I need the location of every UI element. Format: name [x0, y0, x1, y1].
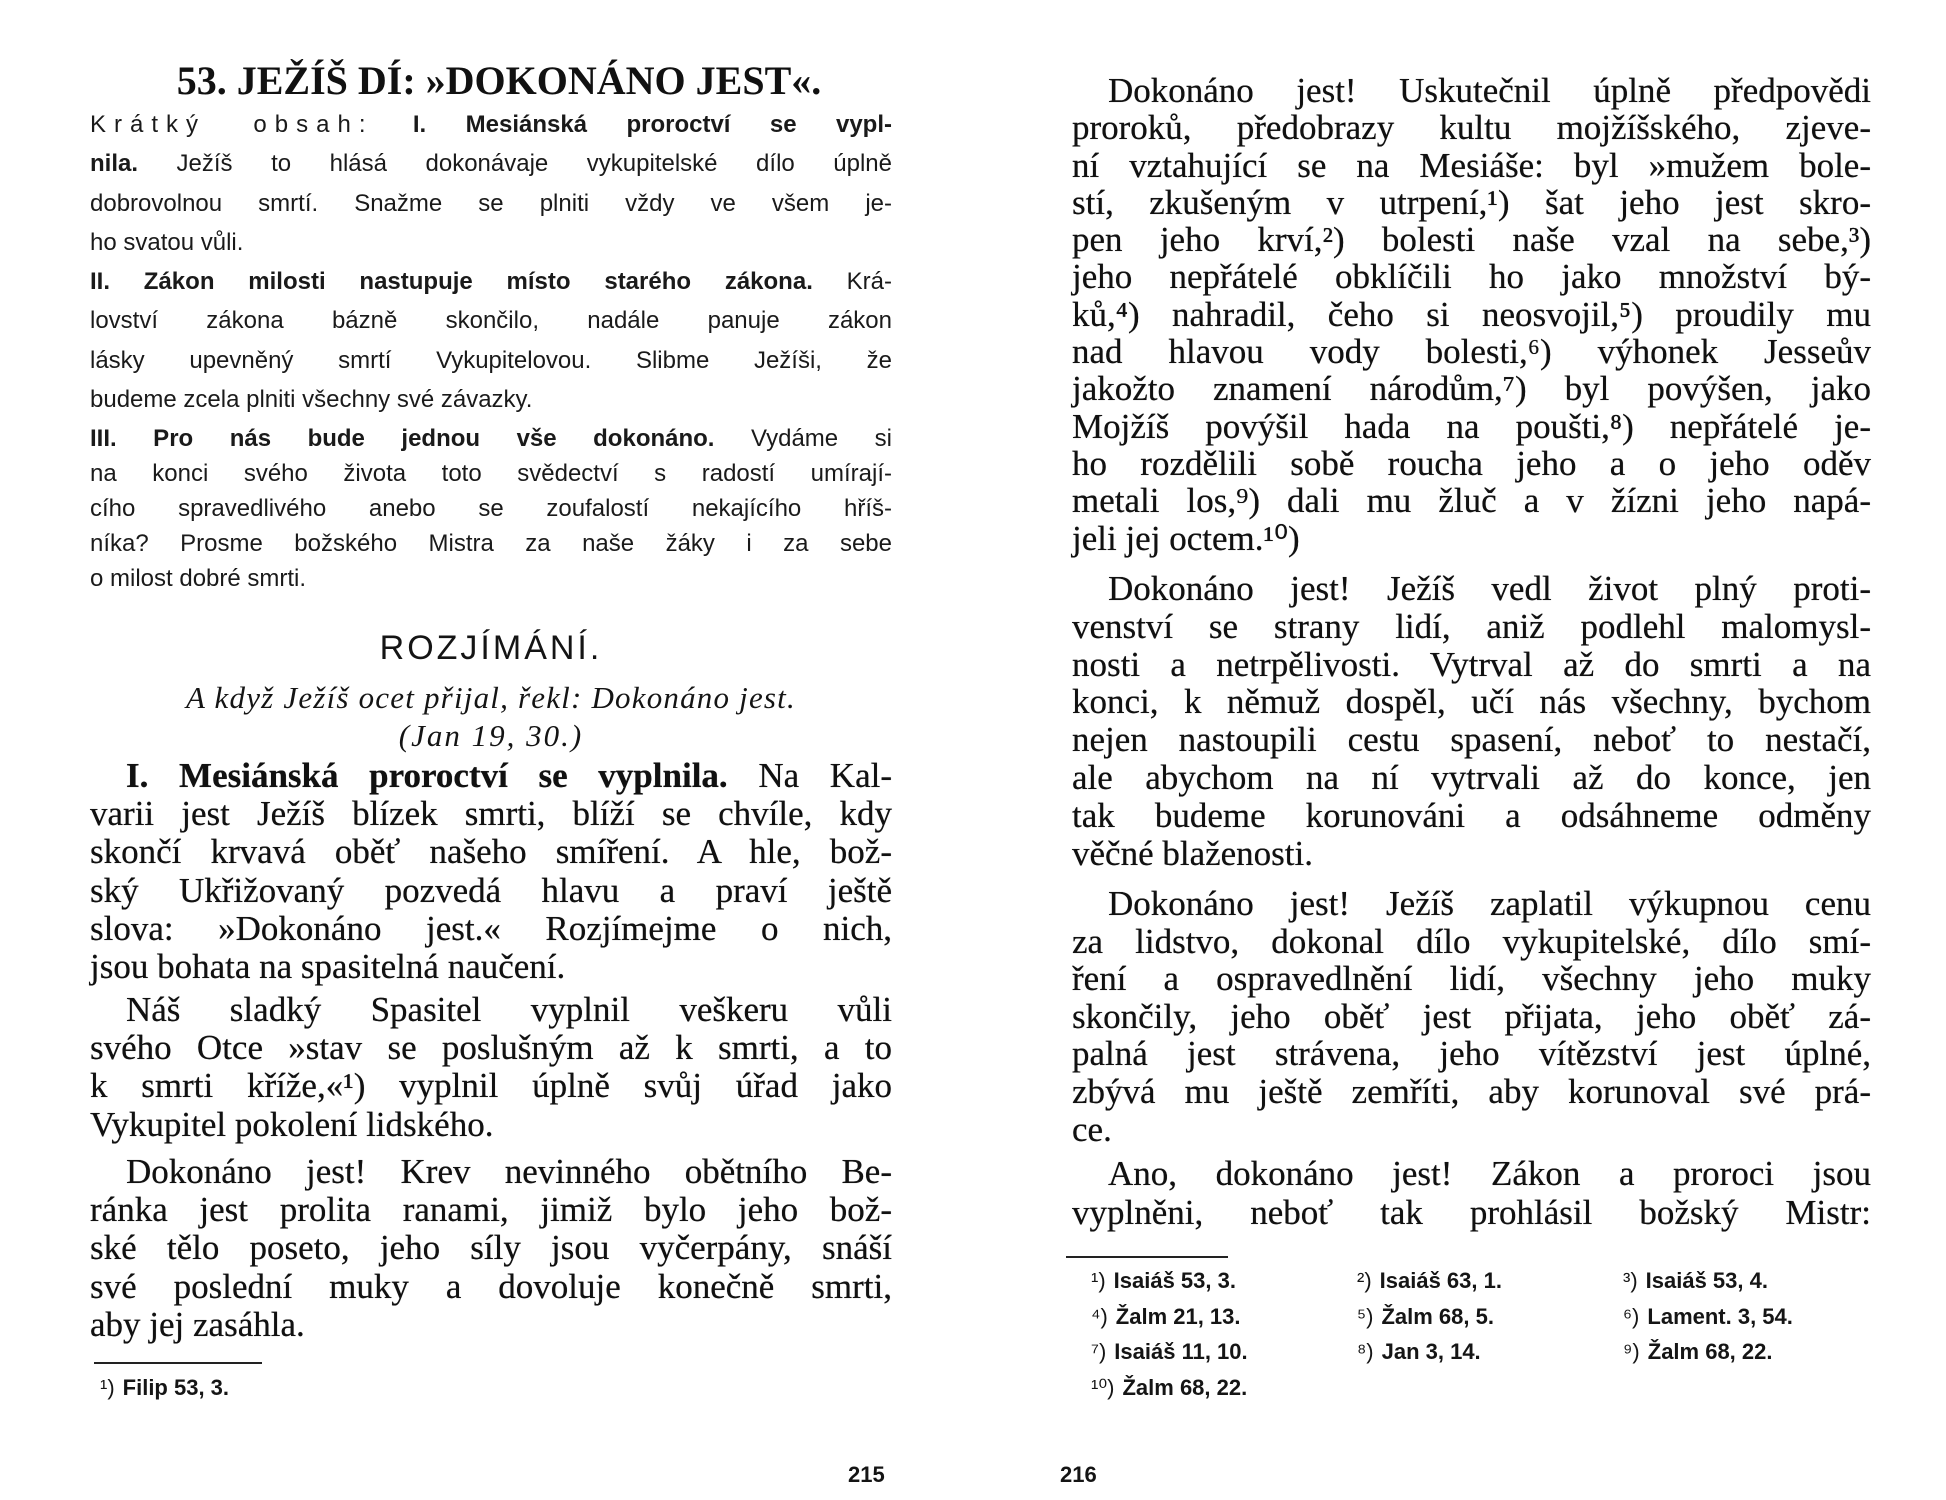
- text-line: zbývá mu ještě zemříti, aby korunoval své prá-: [1072, 1071, 1871, 1111]
- summary-point: [90, 262, 892, 419]
- footnote: [1091, 1370, 1357, 1406]
- text-line: jakožto znamení národům,⁷) byl povýšen, jako: [1072, 369, 1871, 409]
- text-line: jeli jej octem.¹⁰): [1072, 518, 1300, 558]
- text-line: nad hlavou vody bolesti,⁶) výhonek Jesseův: [1072, 332, 1871, 372]
- text-line: venství se strany lidí, aniž podlehl malomysl-: [1072, 606, 1871, 646]
- text-line: ale abychom na ní vytrvali až do konce, jen: [1072, 757, 1871, 797]
- footnote-marker: ¹): [100, 1375, 115, 1400]
- paragraph: [90, 1153, 892, 1344]
- text-line: dobrovolnou smrtí. Snažme se plniti vždy ve všem je-: [90, 189, 892, 217]
- text-line: pen jeho krví,²) bolesti naše vzal na sebe,³): [1072, 220, 1871, 260]
- text-line: věčné blaženosti.: [1072, 833, 1314, 873]
- text-line: skončily, jeho oběť jest přijata, jeho oběť zá-: [1072, 996, 1871, 1036]
- paragraph: [90, 757, 892, 986]
- text-line: [90, 757, 892, 795]
- footnote: [1623, 1263, 1889, 1299]
- footnote-reference: Isaiáš 63, 1.: [1379, 1268, 1502, 1293]
- footnote-marker: ¹): [1091, 1268, 1106, 1293]
- text-line: o milost dobré smrti.: [90, 565, 307, 592]
- text-run: Na Kal-: [727, 756, 892, 795]
- footnote: [100, 1370, 500, 1406]
- footnote-reference: Isaiáš 53, 3.: [1113, 1268, 1236, 1293]
- motto-source: (Jan 19, 30.): [398, 718, 584, 753]
- text-line: Dokonáno jest! Uskutečnil úplně předpovědi: [1108, 71, 1871, 110]
- summary-point: [90, 105, 892, 262]
- text-line: nejen nastoupili cestu spasení, neboť to nestačí,: [1072, 720, 1871, 760]
- footnote-reference: Isaiáš 11, 10.: [1114, 1339, 1248, 1365]
- page-number: 216: [1060, 1462, 1097, 1487]
- text-line: Dokonáno jest! Ježíš zaplatil výkupnou cenu: [1108, 884, 1871, 923]
- text-line: Dokonáno jest! Krev nevinného obětního Be-: [126, 1152, 892, 1191]
- text-line: konci, k němuž dospěl, učí nás všechny, bychom: [1072, 682, 1871, 722]
- text-line: slova: »Dokonáno jest.« Rozjímejme o nich,: [90, 908, 892, 948]
- emphasized-text: Krátký obsah:: [90, 111, 374, 138]
- text-line: varii jest Ježíš blízek smrti, blíží se chvíle, kdy: [90, 794, 892, 834]
- page-number: 215: [848, 1462, 885, 1487]
- footnotes: [100, 1370, 500, 1406]
- footnote-reference: Žalm 68, 5.: [1381, 1303, 1494, 1329]
- footnote-reference: Žalm 21, 13.: [1115, 1303, 1241, 1329]
- text-line: Mojžíš povýšil hada na poušti,⁸) nepřátelé je-: [1072, 406, 1871, 446]
- footnote: [1623, 1334, 1889, 1370]
- text-line: ho rozdělili sobě roucha jeho a o jeho oděv: [1072, 443, 1871, 483]
- text-line: vyplněni, neboť tak prohlásil božský Mistr:: [1072, 1193, 1871, 1232]
- emphasized-text: I. Mesiánská proroctví se vypl-: [373, 111, 892, 138]
- text-line: budeme zcela plniti všechny své závazky.: [90, 385, 533, 413]
- paragraph: [1072, 1154, 1871, 1232]
- right-page: [973, 0, 1946, 1500]
- text-line: Vykupitel pokolení lidského.: [90, 1104, 494, 1144]
- text-line: ce.: [1072, 1109, 1112, 1149]
- text-line: níka? Prosme božského Mistra za naše žáky i za sebe: [90, 530, 892, 557]
- footnote: [1623, 1299, 1889, 1335]
- footnote-reference: Žalm 68, 22.: [1122, 1374, 1248, 1400]
- meditation-heading: ROZJÍMÁNÍ.: [379, 629, 603, 667]
- summary-point: [90, 421, 892, 596]
- text-line: proroků, předobrazy kultu mojžíšského, zjeve-: [1072, 108, 1871, 148]
- text-line: palná jest strávena, jeho vítězství jest úplné,: [1072, 1034, 1871, 1074]
- footnote: [1357, 1334, 1623, 1370]
- chapter-title: 53. JEŽÍŠ DÍ: »DOKONÁNO JEST«.: [176, 58, 822, 103]
- text-run: Ježíš to hlásá dokonávaje vykupitelské dílo úplně: [138, 150, 892, 178]
- footnote-marker: ¹⁰): [1091, 1374, 1115, 1400]
- paragraph: [1072, 570, 1871, 872]
- paragraph: [1072, 72, 1871, 557]
- text-line: na konci svého života toto svědectví s radostí umírají-: [90, 460, 892, 487]
- text-line: metali los,⁹) dali mu žluč a v žízni jeho napá-: [1072, 481, 1871, 521]
- footnote-reference: Filip 53, 3.: [122, 1375, 230, 1400]
- text-line: ské tělo poseto, jeho síly jsou vyčerpány, snáší: [90, 1228, 892, 1268]
- text-line: ní vztahující se na Mesiáše: byl »mužem bole-: [1072, 145, 1871, 185]
- footnote-marker: ⁷): [1091, 1339, 1107, 1365]
- text-line: jeho nepřátelé obklíčili ho jako množství bý-: [1072, 257, 1871, 297]
- text-line: tak budeme korunováni a odsáhneme odměny: [1072, 795, 1871, 835]
- footnote-marker: ³): [1623, 1268, 1638, 1293]
- text-line: ho svatou vůli.: [90, 228, 244, 256]
- footnote: [1091, 1334, 1357, 1370]
- footnote: [1357, 1263, 1623, 1299]
- paragraph: [90, 991, 892, 1144]
- text-line: aby jej zasáhla.: [90, 1304, 305, 1344]
- footnote-rule: [1066, 1256, 1228, 1258]
- footnote-reference: Isaiáš 53, 4.: [1645, 1268, 1768, 1293]
- text-line: stí, zkušeným v utrpení,¹) šat jeho jest skro-: [1072, 182, 1871, 222]
- footnote-reference: Žalm 68, 22.: [1647, 1339, 1773, 1365]
- emphasized-text: I. Mesiánská proroctví se vyplnila.: [126, 756, 728, 795]
- text-line: ření a ospravedlnění lidí, všechny jeho muky: [1072, 959, 1871, 999]
- footnote-marker: ²): [1357, 1268, 1372, 1293]
- footnote-marker: ⁴): [1091, 1303, 1108, 1329]
- text-line: ránka jest prolita ranami, jimiž bylo jeho bož-: [90, 1190, 892, 1230]
- emphasized-text: nila.: [90, 150, 139, 178]
- text-line: skončí krvavá oběť našeho smíření. A hle, bož-: [90, 832, 892, 872]
- footnote: [1091, 1299, 1357, 1335]
- footnote: [1091, 1263, 1357, 1299]
- text-line: ský Ukřižovaný pozvedá hlavu a praví ještě: [90, 870, 892, 910]
- text-line: nosti a netrpělivosti. Vytrval až do smrti a na: [1072, 644, 1871, 684]
- text-line: své poslední muky a dovoluje konečně smrti,: [90, 1266, 892, 1306]
- text-line: [90, 105, 892, 144]
- text-line: cího spravedlivého anebo se zoufalostí nekajícího hříš-: [90, 495, 892, 522]
- paragraph: [1072, 885, 1871, 1148]
- text-line: svého Otce »stav se poslušným až k smrti, a to: [90, 1028, 892, 1068]
- footnote-marker: ⁶): [1623, 1303, 1640, 1329]
- text-line: [90, 262, 892, 301]
- footnote-reference: Jan 3, 14.: [1381, 1339, 1481, 1365]
- footnote: [1357, 1299, 1623, 1335]
- text-line: k smrti kříže,«¹) vyplnil úplně svůj úřad jako: [90, 1066, 892, 1106]
- text-line: lásky upevněný smrtí Vykupitelovou. Slibme Ježíši, že: [90, 346, 892, 374]
- text-line: ků,⁴) nahradil, čeho si neosvojil,⁵) proudily mu: [1072, 294, 1871, 334]
- text-line: [90, 421, 892, 456]
- text-run: Vydáme si: [714, 425, 892, 452]
- text-line: lovství zákona bázně skončilo, nadále panuje zákon: [90, 307, 892, 335]
- meditation-motto: A když Ježíš ocet přijal, řekl: Dokonáno jest.: [186, 680, 796, 715]
- footnote-marker: ⁹): [1623, 1339, 1640, 1365]
- text-line: za lidstvo, dokonal dílo vykupitelské, dílo smí-: [1072, 921, 1871, 961]
- footnote-marker: ⁸): [1357, 1339, 1374, 1365]
- text-line: Ano, dokonáno jest! Zákon a proroci jsou: [1108, 1154, 1871, 1193]
- footnote-rule: [94, 1362, 262, 1364]
- text-run: Krá-: [812, 268, 892, 295]
- footnote-reference: Lament. 3, 54.: [1647, 1303, 1793, 1329]
- emphasized-text: II. Zákon milosti nastupuje místo starého zákona.: [90, 268, 813, 295]
- footnote-marker: ⁵): [1357, 1303, 1374, 1329]
- footnotes: [1091, 1263, 1889, 1405]
- text-line: Náš sladký Spasitel vyplnil veškeru vůli: [126, 990, 892, 1029]
- emphasized-text: III. Pro nás bude jednou vše dokonáno.: [90, 425, 715, 452]
- text-line: Dokonáno jest! Ježíš vedl život plný proti-: [1108, 569, 1871, 608]
- text-line: jsou bohata na spasitelná naučení.: [90, 946, 566, 986]
- text-line: [90, 144, 892, 183]
